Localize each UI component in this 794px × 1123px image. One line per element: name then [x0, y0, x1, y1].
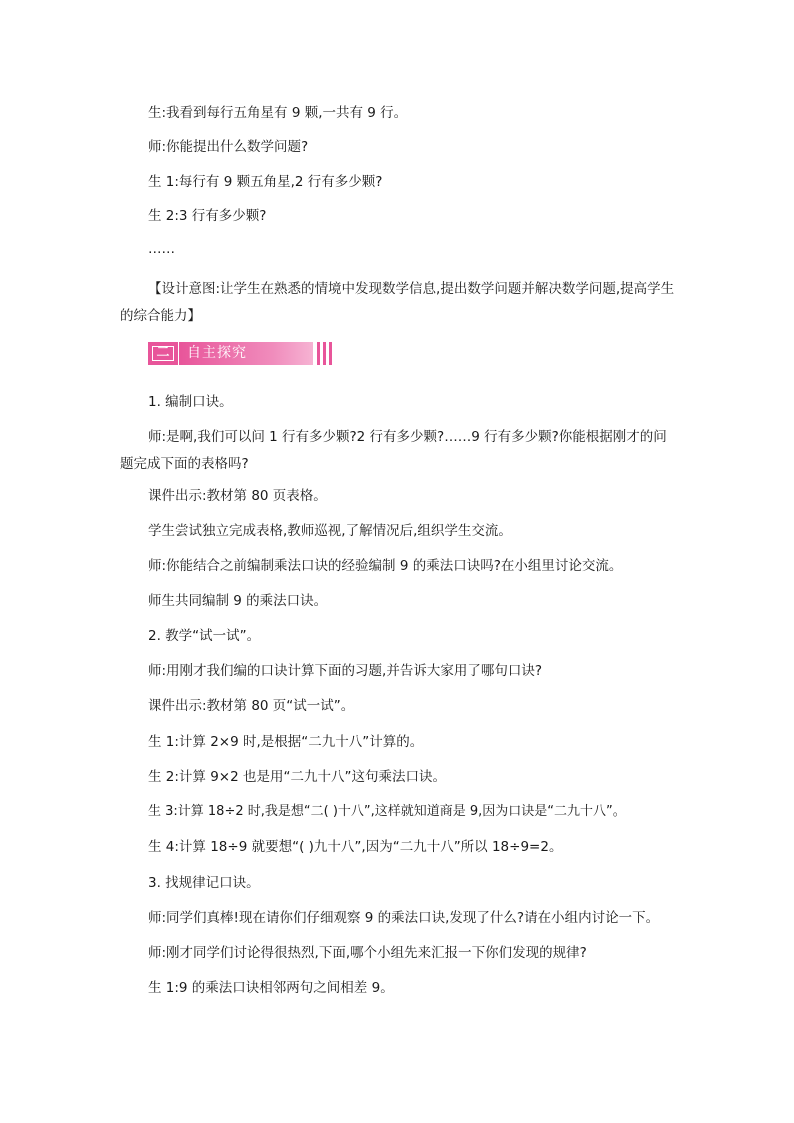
banner-stripe — [329, 342, 332, 365]
dialogue-line: 师:用刚才我们编的口诀计算下面的习题,并告诉大家用了哪句口诀? — [148, 663, 543, 679]
dialogue-line: 生 1:9 的乘法口诀相邻两句之间相差 9。 — [148, 980, 394, 996]
dialogue-line: 生 1:每行有 9 颗五角星,2 行有多少颗? — [148, 174, 383, 190]
dialogue-line: 师:你能结合之前编制乘法口诀的经验编制 9 的乘法口诀吗?在小组里讨论交流。 — [148, 558, 623, 574]
item-heading: 2. 教学“试一试”。 — [148, 628, 261, 644]
teacher-question: 师:是啊,我们可以问 1 行有多少颗?2 行有多少颗?……9 行有多少颗?你能根据刚才的问题完成下面的表格吗? — [120, 429, 667, 472]
dialogue-line: 生 3:计算 18÷2 时,我是想“二( )十八”,这样就知道商是 9,因为口诀是“二九十八”。 — [148, 804, 626, 819]
ellipsis-line: …… — [148, 241, 175, 257]
section-title: 自主探究 — [187, 345, 247, 361]
dialogue-line: 学生尝试独立完成表格,教师巡视,了解情况后,组织学生交流。 — [148, 523, 512, 539]
dialogue-line: 师:刚才同学们讨论得很热烈,下面,哪个小组先来汇报一下你们发现的规律? — [148, 945, 587, 961]
section-title-bar — [179, 342, 313, 365]
dialogue-line: 生 1:计算 2×9 时,是根据“二九十八”计算的。 — [148, 734, 424, 750]
section-banner — [148, 342, 334, 365]
banner-stripe — [323, 342, 326, 365]
section-number-box — [148, 342, 178, 365]
dialogue-line: 师:你能提出什么数学问题? — [148, 139, 309, 155]
dialogue-line: 课件出示:教材第 80 页“试一试”。 — [148, 698, 355, 714]
dialogue-line: 课件出示:教材第 80 页表格。 — [148, 488, 327, 504]
banner-stripe — [317, 342, 320, 365]
item-heading: 3. 找规律记口诀。 — [148, 875, 260, 891]
design-intent-note: 【设计意图:让学生在熟悉的情境中发现数学信息,提出数学问题并解决数学问题,提高学生的综合能力】 — [120, 281, 675, 324]
dialogue-line: 生:我看到每行五角星有 9 颗,一共有 9 行。 — [148, 105, 408, 121]
section-number: 二 — [152, 346, 174, 361]
dialogue-line: 师:同学们真棒!现在请你们仔细观察 9 的乘法口诀,发现了什么?请在小组内讨论一下。 — [148, 910, 660, 926]
dialogue-line: 生 4:计算 18÷9 就要想“( )九十八”,因为“二九十八”所以 18÷9=2。 — [148, 839, 563, 855]
item-heading: 1. 编制口诀。 — [148, 394, 233, 410]
dialogue-line: 生 2:3 行有多少颗? — [148, 208, 267, 224]
dialogue-line: 生 2:计算 9×2 也是用“二九十八”这句乘法口诀。 — [148, 769, 446, 785]
dialogue-line: 师生共同编制 9 的乘法口诀。 — [148, 593, 328, 609]
